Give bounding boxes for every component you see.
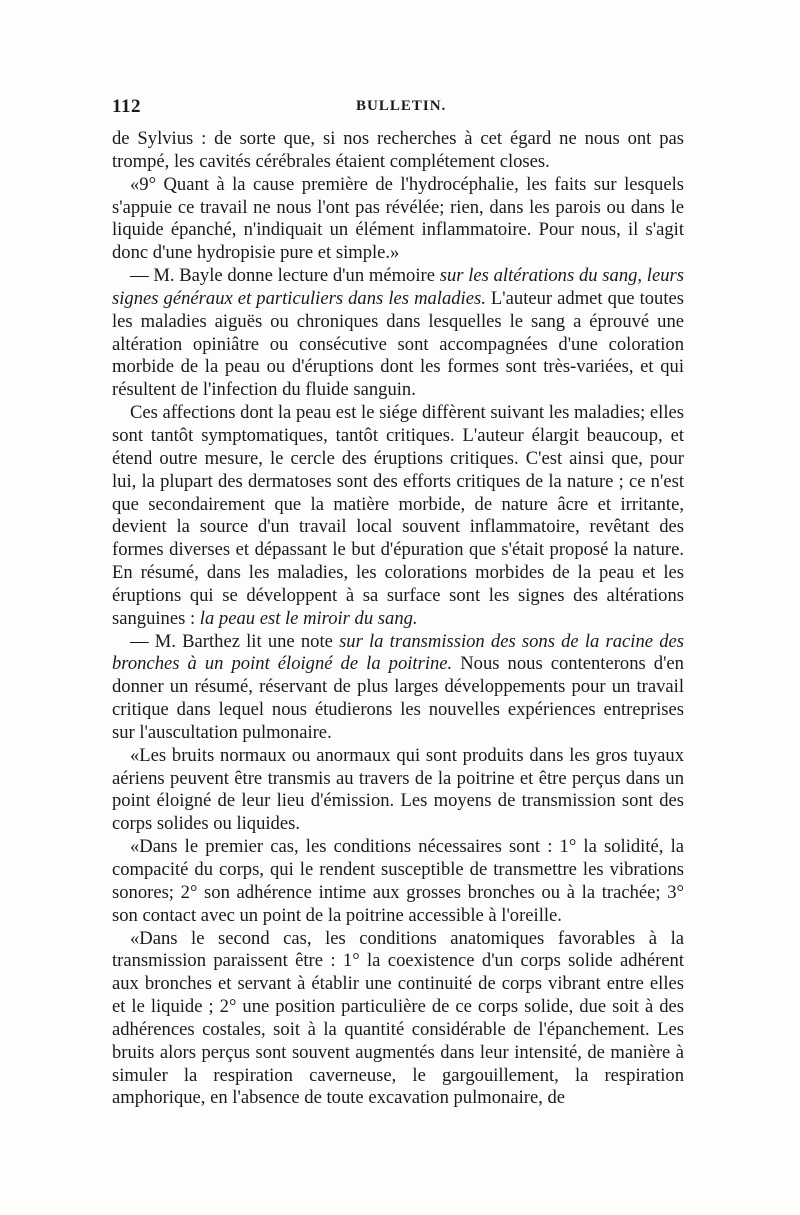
paragraph-bruits-transmis: «Les bruits normaux ou anormaux qui sont produits dans les gros tuyaux aériens peuvent être transmis au travers de la poitrine et être perçus dans un point éloigné de leur lieu d'émission. Les moyens de transmission sont des corps solides ou liquides. [112,744,684,835]
paragraph-bayle-memoire [112,265,684,402]
bayle-intro: — M. Bayle donne lecture d'un mémoire [130,265,440,287]
paragraph-affections [112,402,684,630]
barthez-summary: Nous nous contenterons d'en donner un résumé, réservant de plus larges développements pour un travail critique dans lequel nous étudierons les nouvelles expériences entreprises sur l'auscultation pulmonaire. [112,653,684,743]
affections-maxim: la peau est le miroir du sang. [199,607,418,629]
page-header [112,96,682,120]
affections-text: Ces affections dont la peau est le siége diffèrent suivant les maladies; elles sont tantôt symptomatiques, tantôt critiques. L'auteur élargit beaucoup, et étend outre mesure, le cercle des éruptions critiques. C'est ainsi que, pour lui, la plupart des dermatoses sont des efforts critiques de la nature ; ce n'est que secondairement que la matière morbide, de nature âcre et irritante, devient la source d'un travail local souvent inflammatoire, revêtant des formes diverses et dépassant le but d'épuration que s'était proposé la nature. En résumé, dans les maladies, les colorations morbides de la peau et les éruptions qui se développent à sa surface sont les signes des altérations sanguines : [112,402,684,629]
page-number: 112 [112,96,141,117]
paragraph-continuation: de Sylvius : de sorte que, si nos recherches à cet égard ne nous ont pas trompé, les cavités cérébrales étaient complétement closes. [112,128,684,172]
bayle-summary: L'auteur admet que toutes les maladies aiguës ou chroniques dans lesquelles le sang a éprouvé une altération opiniâtre ou consécutive sont accompagnées d'une coloration morbide de la peau ou d'éruptions dont les formes sont très-variées, et qui résultent de l'infection du fluide sanguin. [112,287,685,401]
barthez-note-title: sur la transmission des sons de la racine des bronches à un point éloigné de la poitrine. [112,630,684,675]
paragraph-premier-cas: «Dans le premier cas, les conditions nécessaires sont : 1° la solidité, la compacité du corps, qui le rendent susceptible de transmettre les vibrations sonores; 2° son adhérence intime aux grosses bronches ou à la trachée; 3° son contact avec un point de la poitrine accessible à l'oreille. [112,836,684,926]
barthez-intro: — M. Barthez lit une note [130,630,340,652]
paragraph-barthez-note [112,631,684,745]
paragraph-hydrocephalie-cause: «9° Quant à la cause première de l'hydrocéphalie, les faits sur lesquels s'appuie ce travail ne nous l'ont pas révélée; rien, dans les parois ou dans le liquide épanché, n'indiquait un élément inflammatoire. Pour nous, il s'agit donc d'une hydropisie pure et simple.» [112,173,684,264]
body-text [112,128,684,1110]
paragraph-second-cas: «Dans le second cas, les conditions anatomiques favorables à la transmission paraissent être : 1° la coexistence d'un corps solide adhérent aux bronches et servant à établir une continuité de corps vibrant entre elles et le liquide ; 2° une position particulière de ce corps solide, due soit à des adhérences costales, soit à la quantité considérable de l'épanchement. Les bruits alors perçus sont souvent augmentés dans leur intensité, de manière à simuler la respiration caverneuse, le gargouillement, la respiration amphorique, en l'absence de toute excavation pulmonaire, de [112,927,684,1109]
bayle-memoire-title: sur les altérations du sang, leurs signes généraux et particuliers dans les maladies. [112,265,684,309]
running-head: BULLETIN. [356,98,447,114]
